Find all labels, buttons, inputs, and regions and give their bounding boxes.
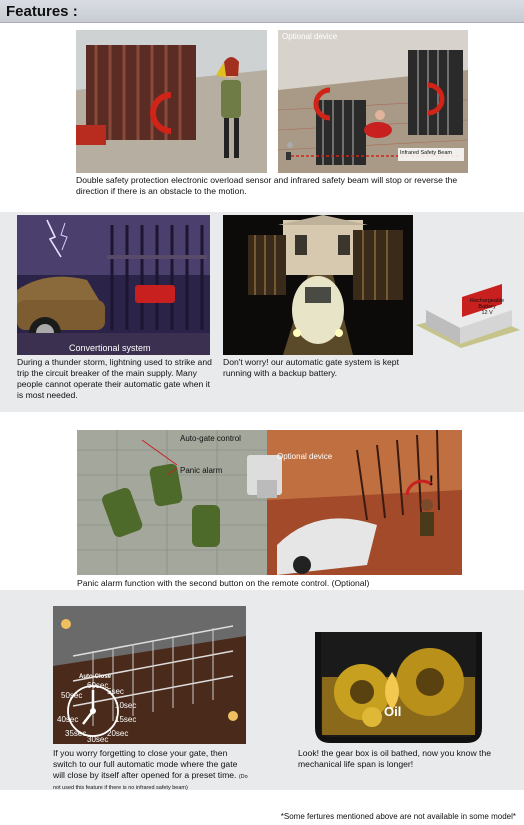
clock-label-20: 20sec [107, 729, 129, 738]
section4-caption-left [53, 748, 249, 792]
clock-label-50: 50sec [61, 691, 83, 700]
infrared-beam-label: Infrared Safety Beam [400, 150, 452, 156]
section1-caption: Double safety protection electronic overload sensor and infrared safety beam will stop or reverse the direction if there is an obstacle to the motion. [76, 175, 458, 196]
panic-alarm-image [77, 430, 462, 575]
clock-label-10: 10sec [115, 701, 137, 710]
panic-alarm-label: Panic alarm [180, 466, 223, 475]
thunderstorm-image [17, 215, 210, 355]
clock-label-15: 15sec [115, 715, 137, 724]
footer-note: *Some fertures mentioned above are not available in some model* [280, 812, 516, 821]
infrared-beam-image [278, 30, 468, 173]
section3-caption: Panic alarm function with the second button on the remote control. (Optional) [77, 578, 370, 588]
section4-caption-right: Look! the gear box is oil bathed, now you know the mechanical life span is longer! [298, 748, 492, 769]
auto-close-note: (Do not used this feature if there is no infrared safety beam) [53, 774, 248, 791]
clock-label-35: 35sec [65, 729, 87, 738]
oil-gearbox-image [312, 632, 485, 743]
optional-device-label: Optional device [282, 32, 338, 41]
svg-text:!: ! [429, 472, 434, 488]
overload-sensor-image [76, 30, 267, 173]
battery-label: Rechargeable Battery 12 V [470, 298, 505, 316]
section2-caption-right: Don't worry! our automatic gate system is kept running with a backup battery. [223, 357, 399, 378]
auto-close-title: Auto-Close [79, 674, 111, 680]
auto-close-image [53, 606, 246, 744]
clock-label-40: 40sec [57, 715, 79, 724]
clock-label-60: 60sec [87, 681, 109, 690]
backup-battery-scene-image [223, 215, 413, 355]
battery-image [416, 280, 520, 348]
oil-label: Oil [384, 704, 402, 719]
conventional-system-label: Convertional system [69, 343, 151, 353]
autogate-control-label: Auto-gate control [180, 434, 241, 443]
optional-device-label-2: Optional device [277, 452, 333, 461]
page-title: Features : [6, 3, 78, 20]
features-header [0, 0, 524, 23]
section2-caption-left: During a thunder storm, lightning used to strike and trip the circuit breaker of the main supply. Many people cannot operate their automatic gate when it is most needed. [17, 357, 212, 400]
clock-label-30: 30sec [87, 735, 109, 744]
auto-close-caption: If you worry forgetting to close your gate, then switch to our full automatic mode where the gate will close by itself after opened for a preset time. [53, 748, 238, 780]
clock-label-5: 5sec [107, 687, 124, 696]
